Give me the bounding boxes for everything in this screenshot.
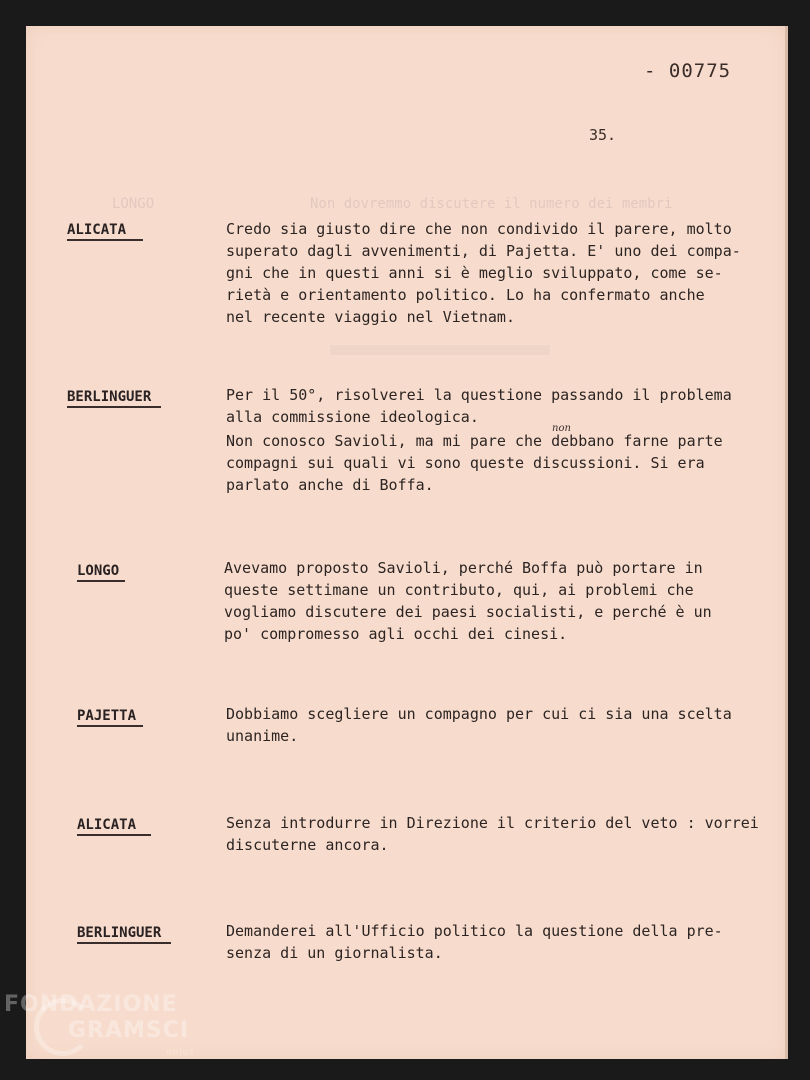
speaker-alicata-1: ALICATA [67,222,127,238]
fondazione-gramsci-watermark [4,992,196,1058]
speech-alicata-1: Credo sia giusto dire che non condivido il parere, molto superato dagli avvenimenti, di Pajetta. E' uno dei compa- gni che in questi anni si è meglio sviluppato, come se- rietà e orientamento politico. Lo ha confermato anche nel recente viaggio nel Vietnam. [226,220,741,326]
watermark-g-logo-icon [34,998,92,1056]
bleed-through-text: Non dovremmo discutere il numero dei membri [310,196,673,212]
speaker-underline [77,942,171,944]
watermark-line1: FONDAZIONE [4,992,178,1017]
speech-longo: Avevamo proposto Savioli, perché Boffa può portare in queste settimane un contributo, qui, ai problemi che vogliamo discutere dei paesi socialisti, e perché è un po' compromesso agli occhi dei cinesi. [224,559,712,643]
speech-berlinguer-1b: Non conosco Savioli, ma mi pare che debbano farne parte compagni sui quali vi sono queste discussioni. Si era parlato anche di Boffa. [226,432,723,494]
handwritten-annotation: non [552,423,571,434]
speaker-underline [77,725,143,727]
bleed-through-line [330,345,550,355]
speech-berlinguer-1a: Per il 50°, risolverei la questione passando il problema alla commissione ideologica. [226,386,732,426]
watermark-line2: GRAMSCI [68,1018,190,1043]
speaker-underline [67,239,143,241]
document-number: - 00775 [644,60,732,82]
speaker-underline [77,834,151,836]
watermark-sub: onlus [166,1048,196,1058]
page-number: 35. [589,126,617,144]
bleed-through-speaker: LONGO [112,196,155,212]
speaker-berlinguer-2: BERLINGUER [77,925,162,941]
document-page [26,26,786,1059]
speaker-underline [77,580,125,582]
speaker-pajetta: PAJETTA [77,708,137,724]
speech-pajetta: Dobbiamo scegliere un compagno per cui ci sia una scelta unanime. [226,705,732,745]
page-edge [785,26,788,1059]
speaker-alicata-2: ALICATA [77,817,137,833]
speaker-longo: LONGO [77,563,120,579]
speaker-berlinguer-1: BERLINGUER [67,389,152,405]
speech-alicata-2: Senza introdurre in Direzione il criterio del veto : vorrei discuterne ancora. [226,814,759,854]
speech-berlinguer-2: Demanderei all'Ufficio politico la questione della pre- senza di un giornalista. [226,922,723,962]
speaker-underline [67,406,161,408]
